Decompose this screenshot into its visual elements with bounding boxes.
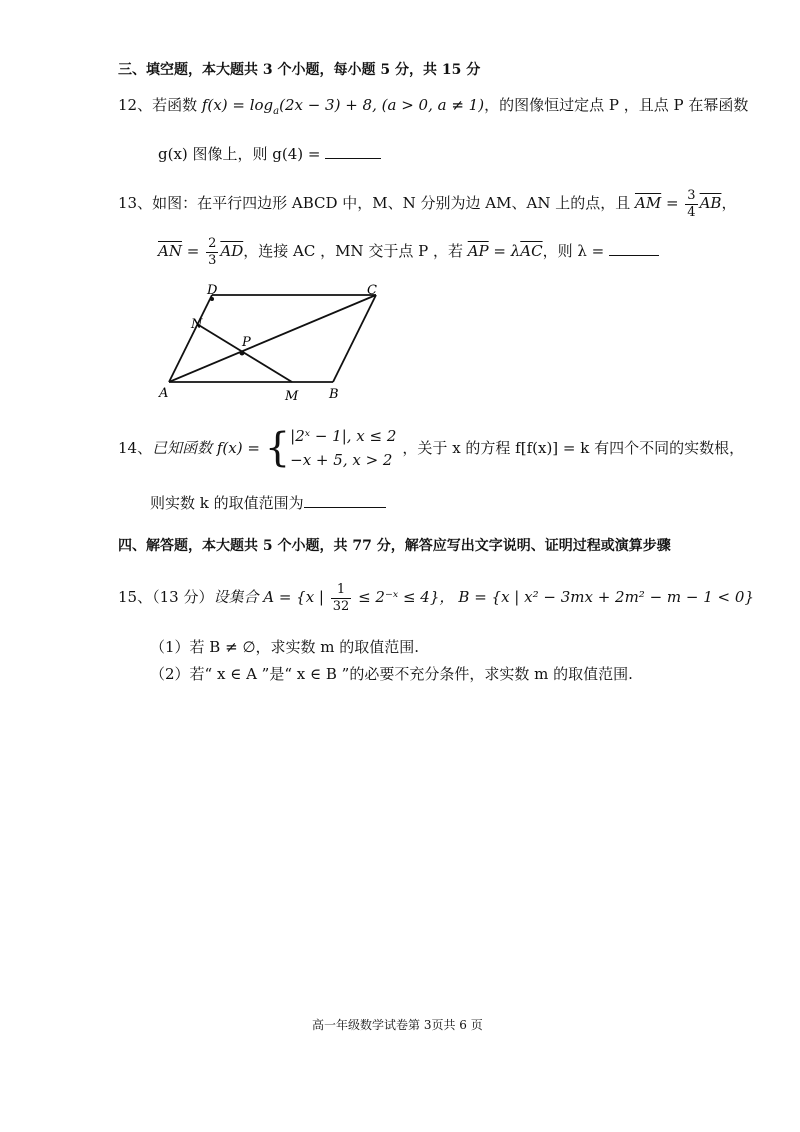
set-a-suffix: ≤ 2⁻ˣ ≤ 4}，	[353, 588, 455, 607]
frac1-num: 3	[687, 188, 696, 203]
label-d: D	[207, 283, 218, 298]
label-n: N	[191, 317, 203, 332]
question-13-line1	[118, 188, 736, 220]
question-14-line1	[118, 424, 744, 472]
q12-number: 12、	[118, 96, 153, 114]
parallelogram-figure	[155, 282, 395, 407]
q14-suffix: ，关于 x 的方程 f[f(x)] = k 有四个不同的实数根，	[402, 439, 745, 457]
page-footer: 高一年级数学试卷第 3页共 6 页	[312, 1018, 483, 1032]
frac3-den: 32	[332, 598, 350, 614]
fraction-1-32	[331, 582, 352, 614]
vector-ac: $\overline{AC}$	[520, 242, 543, 261]
frac3-num: 1	[331, 582, 352, 599]
vector-ab: $\overline{AB}$	[699, 194, 722, 213]
question-13-line2	[158, 236, 659, 268]
q13-lambda: = λ	[488, 242, 521, 261]
q15-part1: （1）若 B ≠ ∅，求实数 m 的取值范围.	[150, 638, 420, 656]
q15-score: （13 分）	[152, 588, 214, 607]
q13-eq2: =	[181, 242, 205, 261]
case-2: −x + 5, x > 2	[290, 451, 393, 469]
q13-prefix: 如图：在平行四边形 ABCD 中，M、N 分别为边 AM、AN 上的点，且	[152, 194, 635, 213]
q13-number: 13、	[118, 194, 153, 213]
vector-ap: $\overline{AP}$	[467, 242, 489, 261]
q14-prefix: 已知函数 f(x) =	[152, 439, 265, 457]
q12-answer-blank	[325, 158, 381, 159]
question-12-line1	[118, 96, 748, 118]
q13-answer-blank	[609, 255, 659, 256]
q14-number: 14、	[118, 439, 153, 457]
q15-number: 15、	[118, 588, 153, 607]
q12-formula: f(x) = log	[201, 96, 274, 114]
point-p-dot	[240, 351, 245, 356]
piecewise-cases	[290, 424, 396, 472]
fraction-3-4	[685, 188, 697, 220]
vector-am: $\overline{AM}$	[634, 194, 662, 213]
vector-an: $\overline{AN}$	[158, 242, 182, 261]
case-1: |2ˣ − 1|, x ≤ 2	[290, 427, 397, 445]
piecewise-brace: {	[264, 425, 291, 471]
frac2-num: 2	[208, 236, 217, 251]
q15-part2: （2）若“ x ∈ A ”是“ x ∈ B ”的必要不充分条件，求实数 m 的取值范围.	[150, 665, 633, 683]
diagonal-ac	[169, 295, 376, 382]
edge-bc	[333, 295, 376, 382]
q13-mid: ，连接 AC ，MN 交于点 P ，若	[243, 242, 468, 261]
label-p: P	[242, 335, 251, 350]
q12-line2: g(x) 图像上，则 g(4) =	[158, 145, 321, 163]
q12-formula2: (2x − 3) + 8, (a > 0, a ≠ 1)	[279, 96, 485, 114]
question-14-line2	[150, 494, 386, 512]
edge-da	[169, 295, 212, 382]
q12-suffix: ，的图像恒过定点 P ，且点 P 在幂函数	[484, 96, 749, 114]
q12-prefix: 若函数	[152, 96, 202, 114]
q13-suffix: ，则 λ =	[542, 242, 605, 261]
label-a: A	[159, 386, 169, 401]
label-m: M	[285, 389, 299, 404]
q13-comma: ，	[721, 194, 737, 213]
q14-line2: 则实数 k 的取值范围为	[150, 494, 304, 512]
vector-ad: $\overline{AD}$	[220, 242, 244, 261]
q13-eq1: =	[661, 194, 684, 213]
set-b: B = {x | x² − 3mx + 2m² − m − 1 < 0}	[458, 588, 754, 607]
frac1-den: 4	[687, 204, 696, 220]
label-b: B	[329, 387, 339, 402]
section4-heading: 四、解答题，本大题共 5 个小题，共 77 分，解答应写出文字说明、证明过程或演算步骤	[118, 538, 671, 554]
fraction-2-3	[206, 236, 218, 268]
label-c: C	[367, 283, 377, 298]
question-15-line1	[118, 582, 754, 614]
frac2-den: 3	[208, 252, 217, 268]
section3-heading: 三、填空题，本大题共 3 个小题，每小题 5 分，共 15 分	[118, 62, 481, 78]
set-a-prefix: 设集合 A = {x |	[213, 588, 329, 607]
q14-answer-blank	[304, 507, 386, 508]
q12-log-base: a	[273, 106, 280, 117]
question-12-line2	[158, 145, 381, 163]
